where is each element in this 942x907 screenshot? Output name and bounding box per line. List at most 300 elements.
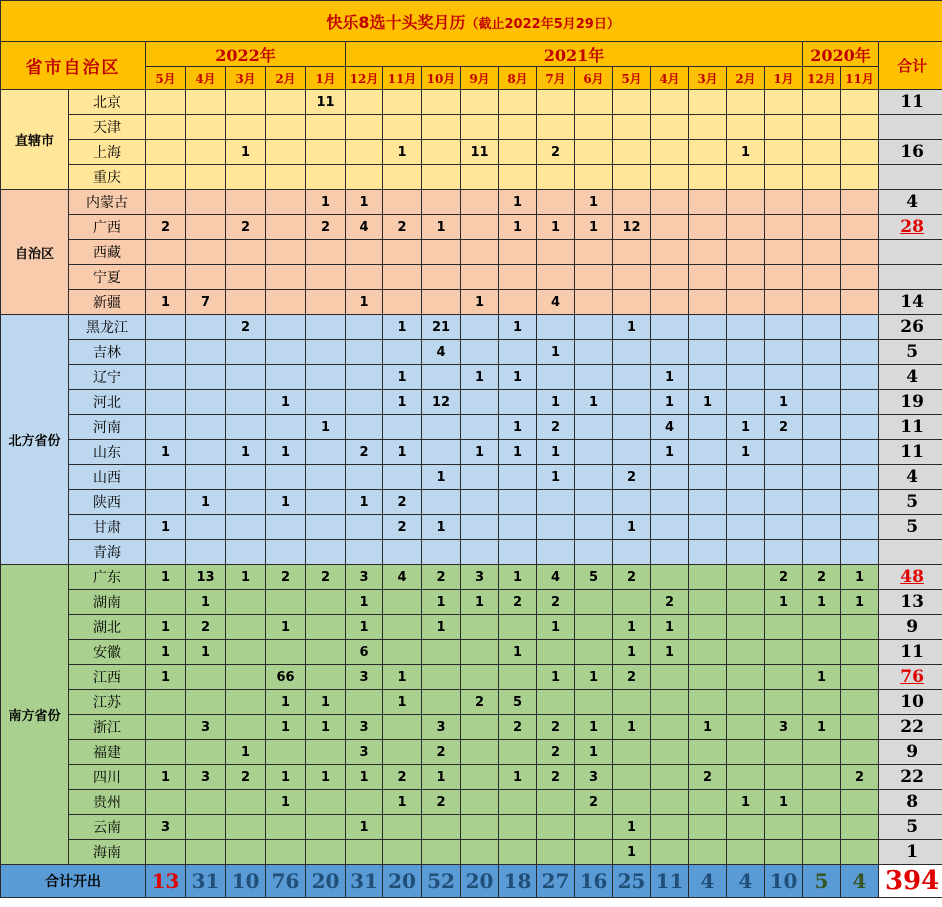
month-count-cell: 1	[186, 640, 226, 665]
month-count-cell: 1	[383, 365, 422, 390]
month-count-cell	[841, 515, 879, 540]
month-count-cell	[841, 440, 879, 465]
month-count-cell	[226, 290, 266, 315]
month-count-cell	[499, 265, 537, 290]
month-count-cell: 1	[575, 740, 613, 765]
month-count-cell	[727, 590, 765, 615]
region-group-label: 南方省份	[1, 565, 69, 865]
month-count-cell	[146, 90, 186, 115]
month-count-cell	[803, 840, 841, 865]
month-count-cell: 3	[346, 740, 383, 765]
month-count-cell	[575, 490, 613, 515]
month-count-cell: 2	[422, 565, 461, 590]
month-count-cell	[266, 515, 306, 540]
month-count-cell: 1	[613, 315, 651, 340]
province-total: 8	[879, 790, 942, 815]
month-count-cell: 1	[575, 715, 613, 740]
month-count-cell	[226, 90, 266, 115]
month-count-cell	[186, 315, 226, 340]
month-count-cell	[651, 215, 689, 240]
month-count-cell: 21	[422, 315, 461, 340]
month-count-cell	[727, 190, 765, 215]
province-total: 5	[879, 490, 942, 515]
monthly-total: 10	[765, 865, 803, 898]
month-count-cell: 1	[537, 465, 575, 490]
month-count-cell	[186, 340, 226, 365]
month-count-cell	[765, 840, 803, 865]
month-count-cell	[146, 340, 186, 365]
month-count-cell: 1	[186, 590, 226, 615]
province-total: 11	[879, 415, 942, 440]
month-count-cell	[689, 815, 727, 840]
month-count-cell: 4	[346, 215, 383, 240]
month-count-cell	[613, 415, 651, 440]
month-count-cell	[765, 515, 803, 540]
month-count-cell	[461, 740, 499, 765]
monthly-total: 11	[651, 865, 689, 898]
month-count-cell	[266, 115, 306, 140]
month-count-cell	[266, 315, 306, 340]
month-count-cell	[803, 490, 841, 515]
month-count-cell	[689, 465, 727, 490]
month-count-cell: 2	[461, 690, 499, 715]
month-count-cell	[803, 365, 841, 390]
month-count-cell	[346, 240, 383, 265]
month-count-cell: 7	[186, 290, 226, 315]
table-row	[1, 415, 942, 440]
month-count-cell	[383, 840, 422, 865]
month-count-cell	[186, 265, 226, 290]
month-count-cell	[383, 290, 422, 315]
month-header: 2月	[266, 67, 306, 90]
month-count-cell	[346, 315, 383, 340]
month-count-cell	[226, 515, 266, 540]
month-count-cell	[841, 315, 879, 340]
month-count-cell	[803, 340, 841, 365]
month-header: 11月	[383, 67, 422, 90]
month-count-cell: 1	[613, 840, 651, 865]
month-count-cell	[461, 765, 499, 790]
month-count-cell	[689, 665, 727, 690]
month-count-cell: 1	[651, 640, 689, 665]
month-count-cell	[765, 90, 803, 115]
month-count-cell	[537, 640, 575, 665]
month-count-cell	[613, 765, 651, 790]
region-group-label: 直辖市	[1, 90, 69, 190]
month-count-cell: 1	[841, 590, 879, 615]
month-count-cell: 1	[422, 465, 461, 490]
month-count-cell	[765, 140, 803, 165]
month-count-cell	[461, 340, 499, 365]
month-count-cell	[461, 640, 499, 665]
month-count-cell: 1	[346, 590, 383, 615]
monthly-total: 20	[383, 865, 422, 898]
month-count-cell	[346, 540, 383, 565]
month-count-cell	[765, 215, 803, 240]
month-count-cell	[186, 465, 226, 490]
month-count-cell	[266, 290, 306, 315]
month-count-cell: 1	[613, 515, 651, 540]
month-count-cell	[537, 315, 575, 340]
month-count-cell	[765, 165, 803, 190]
month-count-cell	[841, 165, 879, 190]
month-count-cell	[613, 365, 651, 390]
month-count-cell	[727, 315, 765, 340]
province-name: 河南	[69, 415, 146, 440]
month-count-cell	[383, 190, 422, 215]
month-count-cell	[727, 340, 765, 365]
month-count-cell	[575, 465, 613, 490]
month-count-cell	[422, 90, 461, 115]
month-count-cell: 2	[383, 515, 422, 540]
month-count-cell	[727, 290, 765, 315]
province-name: 内蒙古	[69, 190, 146, 215]
month-count-cell	[575, 165, 613, 190]
province-total	[879, 165, 942, 190]
month-count-cell: 1	[575, 390, 613, 415]
month-count-cell	[306, 290, 346, 315]
month-count-cell	[841, 490, 879, 515]
month-count-cell: 2	[226, 765, 266, 790]
table-row	[1, 240, 942, 265]
month-count-cell: 1	[306, 765, 346, 790]
month-count-cell	[186, 365, 226, 390]
month-count-cell	[841, 540, 879, 565]
month-count-cell: 2	[383, 215, 422, 240]
province-total: 22	[879, 765, 942, 790]
month-count-cell: 1	[266, 790, 306, 815]
month-count-cell	[575, 440, 613, 465]
month-count-cell	[186, 840, 226, 865]
month-count-cell: 4	[537, 565, 575, 590]
month-count-cell: 1	[651, 440, 689, 465]
month-count-cell: 1	[422, 590, 461, 615]
month-count-cell	[461, 415, 499, 440]
month-count-cell	[575, 340, 613, 365]
month-count-cell	[765, 190, 803, 215]
province-name: 河北	[69, 390, 146, 415]
month-count-cell	[499, 465, 537, 490]
month-count-cell: 4	[651, 415, 689, 440]
province-total	[879, 115, 942, 140]
month-count-cell	[499, 165, 537, 190]
month-count-cell: 3	[186, 765, 226, 790]
month-count-cell: 1	[422, 765, 461, 790]
month-count-cell	[575, 115, 613, 140]
month-count-cell	[306, 365, 346, 390]
month-count-cell	[346, 140, 383, 165]
month-count-cell	[803, 790, 841, 815]
month-count-cell	[422, 415, 461, 440]
month-count-cell: 2	[575, 790, 613, 815]
month-count-cell	[186, 540, 226, 565]
month-count-cell: 1	[613, 815, 651, 840]
month-count-cell	[841, 615, 879, 640]
month-count-cell	[613, 165, 651, 190]
monthly-total: 16	[575, 865, 613, 898]
month-count-cell	[651, 790, 689, 815]
month-count-cell	[689, 365, 727, 390]
month-count-cell	[803, 90, 841, 115]
province-total: 19	[879, 390, 942, 415]
month-count-cell	[226, 640, 266, 665]
month-count-cell	[499, 140, 537, 165]
month-count-cell	[499, 815, 537, 840]
month-count-cell: 2	[499, 715, 537, 740]
table-row	[1, 765, 942, 790]
total-column-header: 合计	[879, 42, 942, 90]
month-count-cell	[306, 740, 346, 765]
month-count-cell	[422, 290, 461, 315]
province-name: 湖北	[69, 615, 146, 640]
monthly-total: 25	[613, 865, 651, 898]
month-count-cell	[803, 315, 841, 340]
month-count-cell	[651, 515, 689, 540]
month-count-cell	[146, 490, 186, 515]
month-count-cell	[651, 340, 689, 365]
month-header: 5月	[146, 67, 186, 90]
month-count-cell	[226, 665, 266, 690]
month-count-cell	[346, 90, 383, 115]
month-count-cell	[765, 490, 803, 515]
table-row	[1, 165, 942, 190]
month-count-cell	[841, 140, 879, 165]
month-count-cell: 2	[146, 215, 186, 240]
month-count-cell	[146, 840, 186, 865]
month-count-cell	[651, 540, 689, 565]
table-row	[1, 515, 942, 540]
month-count-cell	[226, 815, 266, 840]
province-total	[879, 265, 942, 290]
month-count-cell	[306, 540, 346, 565]
month-count-cell: 1	[613, 640, 651, 665]
month-count-cell: 1	[146, 515, 186, 540]
province-name: 黑龙江	[69, 315, 146, 340]
province-total: 1	[879, 840, 942, 865]
month-count-cell	[146, 690, 186, 715]
month-count-cell	[727, 390, 765, 415]
month-count-cell: 1	[146, 640, 186, 665]
month-count-cell	[461, 540, 499, 565]
month-count-cell	[727, 265, 765, 290]
table-row	[1, 790, 942, 815]
month-count-cell	[575, 615, 613, 640]
month-count-cell	[226, 490, 266, 515]
month-count-cell	[537, 490, 575, 515]
province-name: 江西	[69, 665, 146, 690]
month-count-cell	[537, 240, 575, 265]
month-count-cell: 1	[266, 690, 306, 715]
month-count-cell	[575, 415, 613, 440]
month-count-cell	[266, 340, 306, 365]
month-count-cell	[146, 790, 186, 815]
month-count-cell: 1	[146, 765, 186, 790]
month-count-cell	[346, 265, 383, 290]
month-count-cell	[613, 90, 651, 115]
month-count-cell	[727, 540, 765, 565]
month-count-cell: 1	[266, 390, 306, 415]
month-header: 3月	[226, 67, 266, 90]
month-count-cell	[383, 465, 422, 490]
month-count-cell	[226, 690, 266, 715]
month-count-cell: 2	[226, 315, 266, 340]
month-count-cell	[146, 165, 186, 190]
month-count-cell	[537, 790, 575, 815]
month-count-cell	[651, 690, 689, 715]
province-name: 天津	[69, 115, 146, 140]
month-count-cell	[461, 265, 499, 290]
month-count-cell	[383, 590, 422, 615]
table-row	[1, 140, 942, 165]
month-count-cell	[461, 665, 499, 690]
month-count-cell	[422, 365, 461, 390]
region-header: 省市自治区	[1, 42, 146, 90]
month-header: 1月	[765, 67, 803, 90]
table-row	[1, 265, 942, 290]
month-count-cell	[613, 265, 651, 290]
month-count-cell	[186, 165, 226, 190]
summary-row	[1, 865, 942, 898]
province-name: 广西	[69, 215, 146, 240]
month-count-cell	[689, 590, 727, 615]
month-count-cell: 3	[346, 565, 383, 590]
month-header: 8月	[499, 67, 537, 90]
month-count-cell	[146, 590, 186, 615]
month-count-cell: 1	[383, 140, 422, 165]
month-count-cell	[689, 690, 727, 715]
table-row	[1, 340, 942, 365]
month-count-cell	[499, 390, 537, 415]
month-count-cell	[422, 490, 461, 515]
month-count-cell	[613, 115, 651, 140]
month-count-cell: 1	[422, 615, 461, 640]
month-count-cell	[226, 840, 266, 865]
month-count-cell	[226, 540, 266, 565]
month-count-cell: 1	[146, 440, 186, 465]
month-count-cell	[765, 440, 803, 465]
month-count-cell	[575, 840, 613, 865]
month-count-cell: 2	[226, 215, 266, 240]
table-row	[1, 565, 942, 590]
month-count-cell	[226, 265, 266, 290]
month-count-cell: 1	[383, 690, 422, 715]
month-header: 12月	[346, 67, 383, 90]
month-count-cell	[306, 665, 346, 690]
month-count-cell	[727, 765, 765, 790]
month-count-cell: 1	[226, 740, 266, 765]
month-count-cell	[146, 390, 186, 415]
monthly-total: 5	[803, 865, 841, 898]
month-count-cell	[537, 265, 575, 290]
province-name: 江苏	[69, 690, 146, 715]
month-count-cell: 1	[383, 665, 422, 690]
month-count-cell	[383, 165, 422, 190]
month-count-cell: 2	[537, 140, 575, 165]
month-count-cell	[461, 165, 499, 190]
month-count-cell	[727, 665, 765, 690]
province-total: 16	[879, 140, 942, 165]
month-count-cell	[765, 540, 803, 565]
month-count-cell	[499, 90, 537, 115]
month-count-cell	[146, 265, 186, 290]
month-count-cell	[613, 140, 651, 165]
month-count-cell	[613, 590, 651, 615]
month-count-cell	[575, 365, 613, 390]
month-count-cell	[613, 740, 651, 765]
month-count-cell: 1	[346, 490, 383, 515]
month-count-cell	[422, 690, 461, 715]
month-count-cell	[346, 365, 383, 390]
month-count-cell: 1	[346, 615, 383, 640]
month-count-cell	[575, 640, 613, 665]
month-count-cell	[651, 265, 689, 290]
month-count-cell	[803, 215, 841, 240]
month-count-cell	[803, 190, 841, 215]
table-row	[1, 115, 942, 140]
month-count-cell: 1	[727, 440, 765, 465]
province-total: 4	[879, 465, 942, 490]
month-count-cell: 1	[461, 365, 499, 390]
month-count-cell	[383, 340, 422, 365]
month-count-cell	[306, 440, 346, 465]
table-row	[1, 315, 942, 340]
month-header: 10月	[422, 67, 461, 90]
month-count-cell	[226, 165, 266, 190]
monthly-total: 76	[266, 865, 306, 898]
table-row	[1, 540, 942, 565]
month-count-cell	[383, 815, 422, 840]
month-count-cell	[383, 615, 422, 640]
month-count-cell	[146, 540, 186, 565]
month-count-cell	[461, 515, 499, 540]
month-count-cell: 2	[383, 490, 422, 515]
month-count-cell	[186, 90, 226, 115]
month-count-cell: 1	[226, 140, 266, 165]
month-count-cell: 2	[266, 565, 306, 590]
month-count-cell	[499, 790, 537, 815]
month-count-cell	[186, 440, 226, 465]
table-row	[1, 190, 942, 215]
month-count-cell: 11	[461, 140, 499, 165]
month-count-cell	[803, 640, 841, 665]
month-count-cell	[689, 190, 727, 215]
month-count-cell	[266, 165, 306, 190]
month-count-cell	[727, 365, 765, 390]
month-count-cell: 1	[765, 390, 803, 415]
month-count-cell	[765, 740, 803, 765]
month-count-cell: 1	[306, 715, 346, 740]
month-count-cell: 1	[499, 765, 537, 790]
month-count-cell	[651, 165, 689, 190]
province-total: 4	[879, 365, 942, 390]
month-count-cell: 2	[537, 765, 575, 790]
month-count-cell	[461, 115, 499, 140]
province-name: 陕西	[69, 490, 146, 515]
month-count-cell: 1	[651, 615, 689, 640]
month-count-cell	[689, 315, 727, 340]
month-count-cell	[461, 715, 499, 740]
month-count-cell: 2	[765, 415, 803, 440]
month-count-cell	[841, 290, 879, 315]
province-total: 48	[879, 565, 942, 590]
month-count-cell	[346, 465, 383, 490]
month-count-cell	[727, 840, 765, 865]
month-count-cell	[266, 90, 306, 115]
month-count-cell	[575, 265, 613, 290]
month-count-cell	[306, 240, 346, 265]
table-row	[1, 590, 942, 615]
month-count-cell	[689, 140, 727, 165]
